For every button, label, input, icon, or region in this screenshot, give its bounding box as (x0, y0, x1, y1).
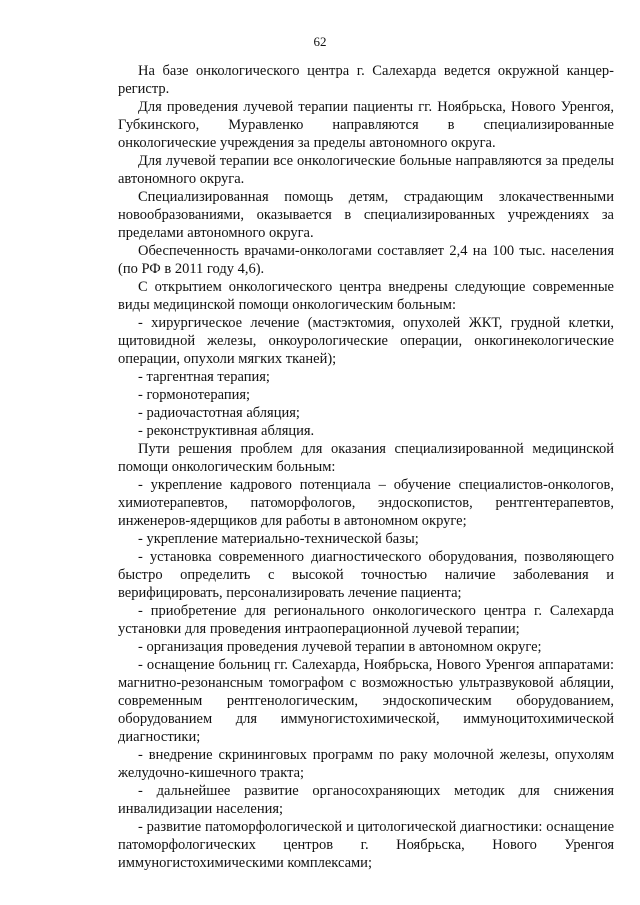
list-item: - внедрение скрининговых программ по раку молочной железы, опухолям желудочно-кишечного тракта; (118, 747, 614, 781)
list-item: - установка современного диагностического оборудования, позволяющего быстро определить с высокой точностью наличие заболевания и верифицировать, персонализировать лечение пациента; (118, 549, 614, 601)
paragraph-cancer-registry: На базе онкологического центра г. Салехарда ведется окружной канцер-регистр. (118, 63, 614, 97)
list-item: - оснащение больниц гг. Салехарда, Ноябрьска, Нового Уренгоя аппаратами: магнитно-резонансным томографом с возможностью ультразвуковой абляции, современным рентгенологическим, эндоскопическим оборудованием, оборудованием для иммуногистохимической, иммуноцитохимической диагностики; (118, 657, 614, 745)
paragraph-radiation-referral-all: Для лучевой терапии все онкологические больные направляются за пределы автономного округа. (118, 153, 614, 187)
list-item: - реконструктивная абляция. (138, 423, 315, 439)
list-item: - радиочастотная абляция; (138, 405, 300, 421)
paragraph-radiation-referral-cities: Для проведения лучевой терапии пациенты гг. Ноябрьска, Нового Уренгоя, Губкинского, Муравленко направляются в специализированные онкологические учреждения за пределы автономного округа. (118, 99, 614, 151)
paragraph-new-care-types: С открытием онкологического центра внедрены следующие современные виды медицинской помощи онкологическим больным: (118, 279, 614, 313)
list-item: - укрепление материально-технической базы; (138, 531, 419, 547)
list-item: - хирургическое лечение (мастэктомия, опухолей ЖКТ, грудной клетки, щитовидной железы, онкоурологические операции, онкогинекологические операции, опухоли мягких тканей); (118, 315, 614, 367)
paragraph-pediatric-care: Специализированная помощь детям, страдающим злокачественными новообразованиями, оказывается в специализированных учреждениях за пределами автономного округа. (118, 189, 614, 241)
paragraph-solutions: Пути решения проблем для оказания специализированной медицинской помощи онкологическим больным: (118, 441, 614, 475)
document-body (118, 62, 614, 872)
list-item: - укрепление кадрового потенциала – обучение специалистов-онкологов, химиотерапевтов, патоморфологов, эндоскопистов, рентгентерапевтов, инженеров-ядерщиков для работы в автономном округе; (118, 477, 614, 529)
list-item: - развитие патоморфологической и цитологической диагностики: оснащение патоморфологических центров г. Ноябрьска, Нового Уренгоя иммуногистохимическими комплексами; (118, 819, 614, 871)
paragraph-oncologist-ratio: Обеспеченность врачами-онкологами составляет 2,4 на 100 тыс. населения (по РФ в 2011 году 4,6). (118, 243, 614, 277)
page-number: 62 (313, 34, 327, 49)
list-item: - дальнейшее развитие органосохраняющих методик для снижения инвалидизации населения; (118, 783, 614, 817)
list-item: - гормонотерапия; (138, 387, 251, 403)
list-item: - таргентная терапия; (138, 369, 270, 385)
list-item: - организация проведения лучевой терапии в автономном округе; (138, 639, 542, 655)
list-item: - приобретение для регионального онкологического центра г. Салехарда установки для проведения интраоперационной лучевой терапии; (118, 603, 614, 637)
